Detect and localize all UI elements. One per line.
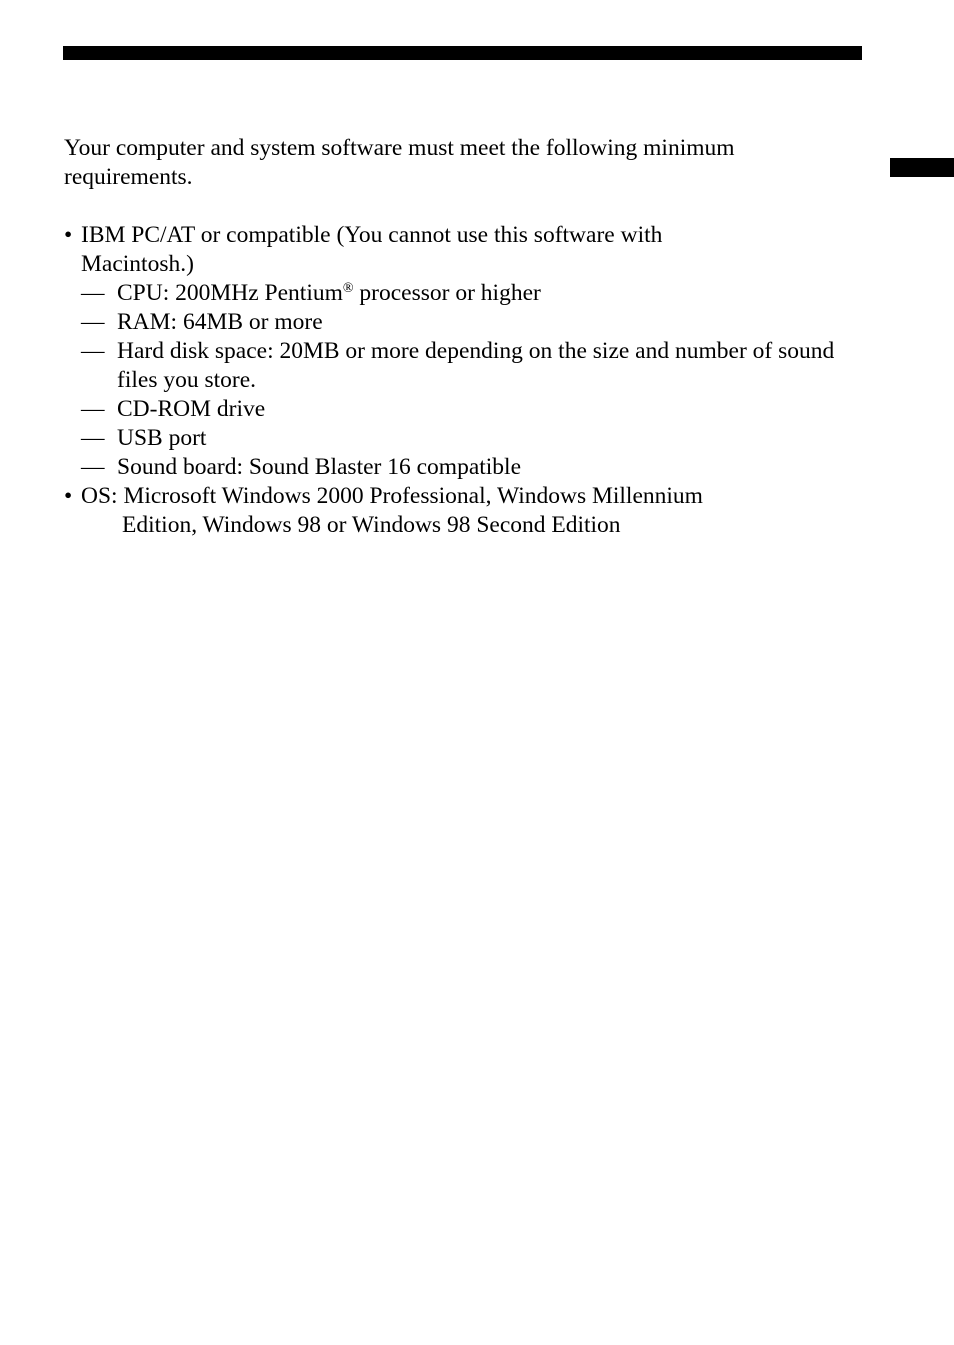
hardware-heading [81, 221, 864, 279]
list-item-hard-disk [81, 337, 864, 395]
dash-icon: — [81, 454, 105, 480]
list-item-usb [81, 424, 864, 453]
bullet-icon: • [64, 483, 73, 509]
bullet-icon: • [64, 222, 73, 248]
hardware-bullet [64, 221, 864, 482]
usb-text: USB port [117, 425, 207, 451]
dash-icon: — [81, 396, 105, 422]
dash-icon: — [81, 338, 105, 364]
registered-mark: ® [342, 281, 354, 296]
dash-icon: — [81, 280, 105, 306]
list-item-ram [81, 308, 864, 337]
sound-board-text: Sound board: Sound Blaster 16 compatible [117, 454, 522, 480]
cpu-text: CPU: 200MHz Pentium [117, 280, 343, 306]
dash-icon: — [81, 425, 105, 451]
section-tab-marker [890, 158, 954, 177]
hardware-line-2: Macintosh.) [81, 251, 194, 277]
hard-disk-text: Hard disk space: 20MB or more depending on the size and number of sound files you store. [117, 338, 835, 393]
os-line-1: OS: Microsoft Windows 2000 Professional, Windows Millennium [81, 483, 703, 509]
list-item-cpu [81, 279, 864, 308]
os-line-2: Edition, Windows 98 or Windows 98 Second Edition [122, 512, 621, 538]
list-item-cd-rom [81, 395, 864, 424]
top-rule [63, 46, 862, 60]
hardware-requirements-list [81, 279, 864, 482]
system-requirements-section [64, 134, 864, 540]
cd-rom-text: CD-ROM drive [117, 396, 266, 422]
intro-paragraph: Your computer and system software must meet the following minimum requirements. [64, 135, 735, 190]
os-bullet [64, 482, 864, 540]
cpu-text-after: processor or higher [353, 280, 541, 306]
hardware-line-1: IBM PC/AT or compatible (You cannot use this software with [81, 222, 663, 248]
dash-icon: — [81, 309, 105, 335]
ram-text: RAM: 64MB or more [117, 309, 323, 335]
list-item-sound-board [81, 453, 864, 482]
